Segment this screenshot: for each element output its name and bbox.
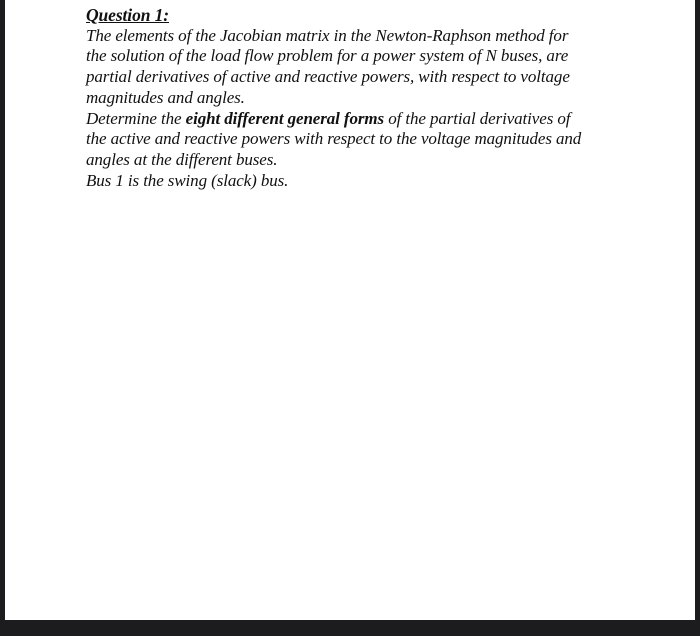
question-heading: Question 1: (86, 5, 170, 25)
paragraph1-line2: the solution of the load flow problem for a power system of N buses, are (86, 46, 569, 66)
paragraph3-line1: Bus 1 is the swing (slack) bus. (86, 170, 289, 190)
paragraph2-line1 (86, 109, 646, 130)
paragraph2-line3: angles at the different buses. (86, 149, 278, 169)
paragraph1-line1: The elements of the Jacobian matrix in the Newton-Raphson method for (86, 25, 569, 45)
paragraph1-line4: magnitudes and angles. (86, 87, 245, 107)
paragraph2-bold-phrase: eight different general forms (185, 108, 385, 128)
paragraph2-line1-suffix: of the partial derivatives of (384, 108, 571, 128)
question-block (86, 5, 646, 191)
paragraph2-line2: the active and reactive powers with respect to the voltage magnitudes and (86, 129, 582, 149)
paragraph1-line3: partial derivatives of active and reactive powers, with respect to voltage (86, 67, 570, 87)
document-page (5, 0, 695, 620)
paragraph2-line1-prefix: Determine the (86, 108, 186, 128)
